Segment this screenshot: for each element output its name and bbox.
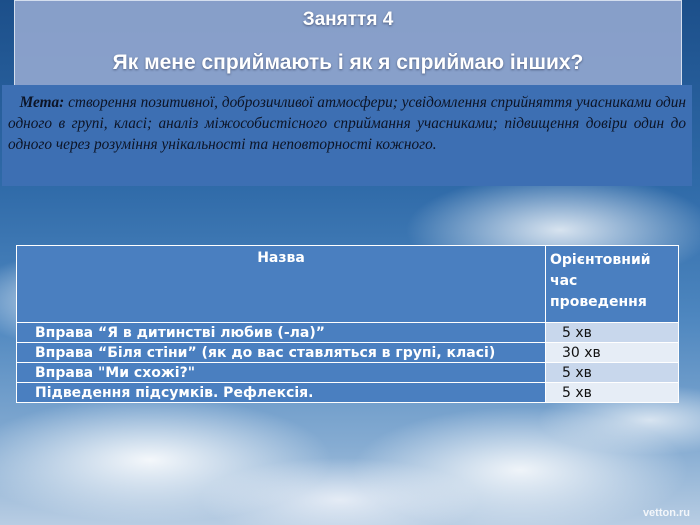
activity-duration: 5 хв [546,323,679,343]
table-row [17,323,679,343]
activity-name: Вправа “Біля стіни” (як до вас ставляться в групі, класі) [17,343,546,363]
title-banner [14,0,682,86]
lesson-title: Як мене сприймають і як я сприймаю інших? [112,51,584,74]
goal-label: Мета: [19,94,65,111]
table-row [17,363,679,383]
table-row [17,343,679,363]
column-header-name: Назва [17,246,546,323]
goal-panel [2,85,692,186]
activity-name: Підведення підсумків. Рефлексія. [17,383,546,403]
column-header-duration: Орієнтовний час проведення [546,246,679,323]
activity-duration: 5 хв [546,363,679,383]
lesson-number: Заняття 4 [302,9,394,30]
activity-name: Вправа "Ми схожі?" [17,363,546,383]
activity-duration: 30 хв [546,343,679,363]
watermark-logo: vetton.ru [642,507,690,519]
goal-text: створення позитивної, доброзичливої атмосфери; усвідомлення сприйняття учасниками один одного в групі, класі; аналіз міжособистісного сприймання учасниками; підвищення довіри один до одного через розуміння унікальності та неповторності кожного. [8,94,686,153]
activity-duration: 5 хв [546,383,679,403]
activities-table [16,245,679,403]
table-row [17,383,679,403]
activity-name: Вправа “Я в дитинстві любив (-ла)” [17,323,546,343]
table-header-row [17,246,679,323]
